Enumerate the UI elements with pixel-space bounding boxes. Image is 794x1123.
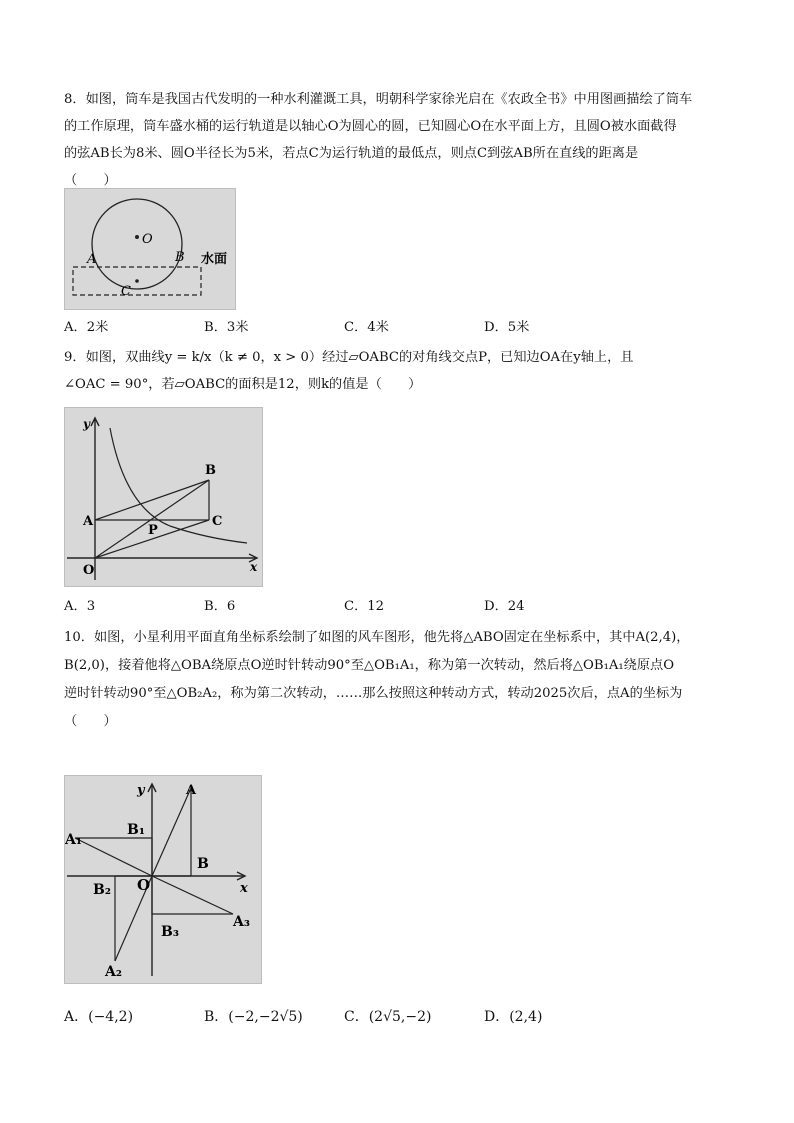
label-b: B <box>197 856 209 872</box>
q8-option-b[interactable]: B．3米 <box>204 320 249 335</box>
q9-option-a[interactable]: A．3 <box>64 599 96 614</box>
label-a: A <box>83 514 94 529</box>
label-b3: B₃ <box>161 924 179 940</box>
label-b: B <box>205 463 216 478</box>
q8-option-d[interactable]: D．5米 <box>484 320 530 335</box>
label-water: 水面 <box>201 252 228 267</box>
label-c: C <box>212 514 223 529</box>
q10-line-2: B(2,0)，接着他将△OBA绕原点O逆时针转动90°至△OB₁A₁，称为第一次转动，然后将△OB₁A₁绕原点O <box>64 658 675 673</box>
q10-line-3: 逆时针转动90°至△OB₂A₂，称为第二次转动，……那么按照这种转动方式，转动2025次后，点A的坐标为 <box>64 686 683 701</box>
label-o: O <box>137 876 151 894</box>
question-9-stem <box>64 344 744 398</box>
hyperbola <box>110 428 247 543</box>
label-a: A <box>87 252 97 267</box>
label-b2: B₂ <box>93 882 111 898</box>
wheel-circle <box>92 199 182 289</box>
q9-option-b[interactable]: B．6 <box>204 599 236 614</box>
label-a3: A₃ <box>233 914 250 930</box>
q8-line-3: 的弦AB长为8米、圆O半径长为5米，若点C为运行轨道的最低点，则点C到弦AB所在直线的距离是 <box>64 146 639 161</box>
q9-option-d[interactable]: D．24 <box>484 599 525 614</box>
question-10-stem <box>64 624 744 736</box>
q9-line-2: ∠OAC = 90°，若▱OABC的面积是12，则k的值是（ ） <box>64 377 422 392</box>
label-b1: B₁ <box>127 822 145 838</box>
q10-line-1: 10．如图，小星利用平面直角坐标系绘制了如图的风车图形，他先将△ABO固定在坐标系中，其中A(2,4)， <box>64 630 690 645</box>
q8-option-a[interactable]: A．2米 <box>64 320 109 335</box>
q8-line-1: 8．如图，筒车是我国古代发明的一种水利灌溉工具，明朝科学家徐光启在《农政全书》中用图画描绘了筒车 <box>64 92 693 107</box>
label-a: A <box>186 783 197 798</box>
q10-option-b[interactable]: B．(−2,−2√5) <box>204 1009 303 1025</box>
center-point <box>135 235 139 239</box>
q8-options <box>64 316 744 336</box>
label-a1: A₁ <box>65 832 82 848</box>
q10-option-c[interactable]: C．(2√5,−2) <box>344 1009 432 1025</box>
label-x: x <box>240 881 248 896</box>
q8-diagram <box>65 189 235 309</box>
label-p: P <box>148 523 158 538</box>
q10-diagram <box>65 776 261 983</box>
label-o: O <box>83 563 95 578</box>
label-c: C <box>121 284 131 299</box>
q10-option-a[interactable]: A．(−4,2) <box>64 1009 134 1025</box>
label-b: B <box>175 250 185 265</box>
q9-options <box>64 595 744 615</box>
question-8-stem <box>64 86 744 194</box>
q8-option-c[interactable]: C．4米 <box>344 320 389 335</box>
q8-line-4: （ ） <box>64 173 117 188</box>
q8-figure <box>64 188 236 310</box>
q8-line-2: 的工作原理，筒车盛水桶的运行轨道是以轴心O为圆心的圆，已知圆心O在水平面上方，且圆O被水面截得 <box>64 119 677 134</box>
q10-options <box>64 1006 744 1026</box>
label-y: y <box>83 417 90 431</box>
label-a2: A₂ <box>105 964 122 980</box>
label-o: O <box>142 232 153 247</box>
q9-option-c[interactable]: C．12 <box>344 599 385 614</box>
q10-option-d[interactable]: D．(2,4) <box>484 1009 543 1025</box>
label-x: x <box>250 560 258 574</box>
q10-line-4: （ ） <box>64 714 117 729</box>
q10-figure <box>64 775 262 984</box>
q9-line-1: 9．如图，双曲线y = k/x（k ≠ 0，x > 0）经过▱OABC的对角线交点P，已知边OA在y轴上，且 <box>64 350 634 365</box>
q9-figure <box>64 407 263 587</box>
point-c <box>135 279 139 283</box>
label-y: y <box>137 783 145 798</box>
q9-diagram <box>65 408 262 586</box>
